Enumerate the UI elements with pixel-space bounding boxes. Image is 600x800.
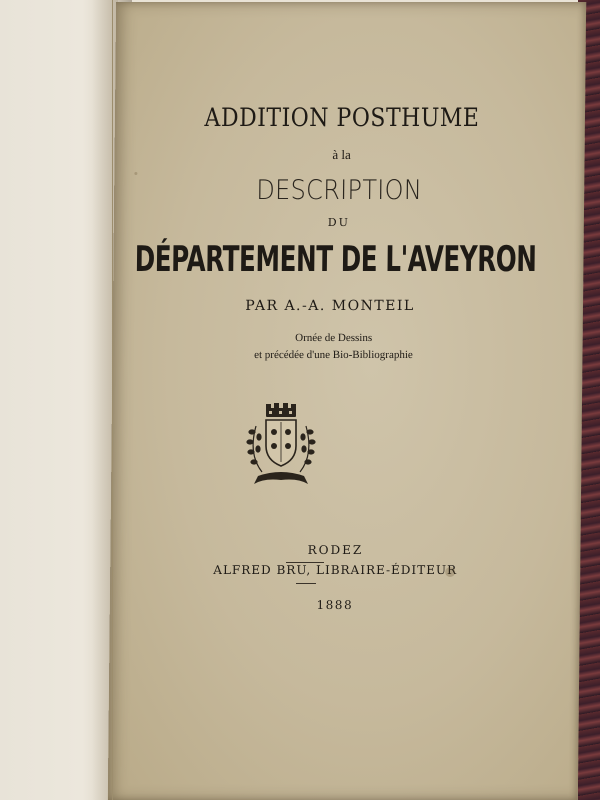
foxing-spot <box>445 567 455 577</box>
title-line-addition: ADDITION POSTHUME <box>204 104 480 133</box>
imprint-publisher: ALFRED BRU, LIBRAIRE-ÉDITEUR <box>213 563 458 577</box>
imprint-year: 1888 <box>316 598 354 612</box>
subtitle-line-2: et précédée d'une Bio-Bibliographie <box>254 349 413 361</box>
subtitle-line-1: Ornée de Dessins <box>295 332 373 344</box>
title-page <box>108 2 586 800</box>
title-line-description: DESCRIPTION <box>256 174 423 206</box>
separator-rule <box>296 583 316 584</box>
separator-rule <box>286 562 324 563</box>
title-line-departement: DÉPARTEMENT DE L'AVEYRON <box>134 238 537 280</box>
author-line: PAR A.-A. MONTEIL <box>245 298 415 314</box>
imprint-place: RODEZ <box>307 543 364 557</box>
coat-of-arms-icon <box>238 402 324 494</box>
title-line-a-la: à la <box>332 147 351 162</box>
foxing-spot <box>134 172 137 175</box>
title-line-du: DU <box>327 216 350 229</box>
